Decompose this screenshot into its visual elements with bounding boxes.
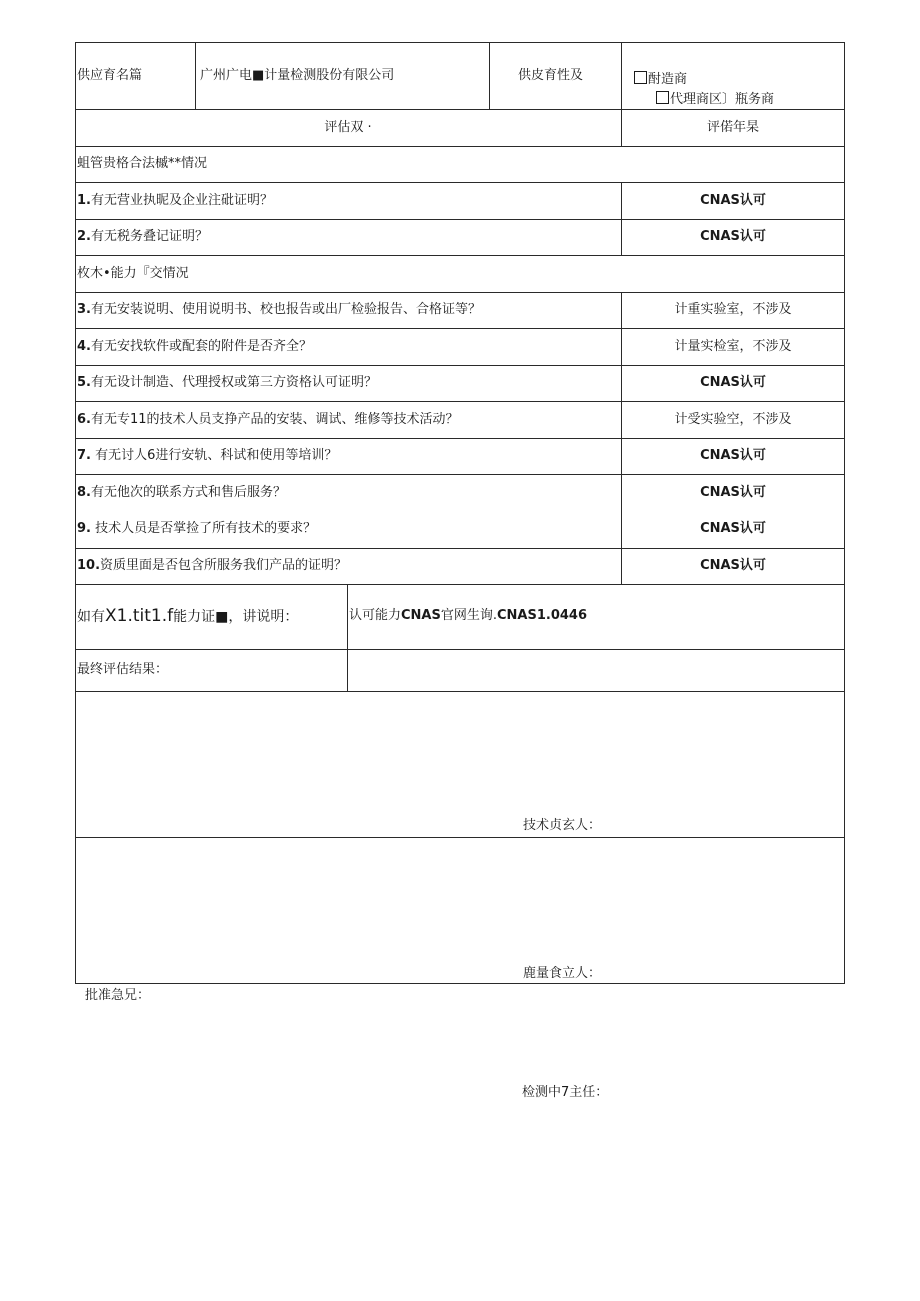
item-number: 7. xyxy=(77,448,91,463)
row-divider xyxy=(75,292,845,293)
item-text: 有无专11的技术人员支挣产品的安装、调试、维修等技术活动？ xyxy=(90,412,459,427)
center-director-label: 检测中7主任： xyxy=(522,1085,609,1100)
item-number: 4. xyxy=(77,339,91,354)
final-result-label: 最终评估结果： xyxy=(77,662,169,677)
item-4-result: 计量实检室，不涉及 xyxy=(674,339,792,354)
item-5-result xyxy=(621,374,845,392)
item-number: 1. xyxy=(77,193,91,208)
checkbox-manufacturer[interactable] xyxy=(634,71,647,84)
item-3-result: 计重实验室，不涉及 xyxy=(674,302,792,317)
item-6 xyxy=(77,411,459,429)
item-number: 6. xyxy=(77,412,91,427)
supplier-name-label: 供应育名篇 xyxy=(77,68,143,83)
row-divider xyxy=(75,438,845,439)
other-qual-prefix: 如有 xyxy=(77,609,105,625)
item-text: 有无安装说明、使用说明书、校也报告或出厂检验报告、合格证等？ xyxy=(90,302,481,317)
row-divider xyxy=(75,365,845,366)
item-3 xyxy=(77,301,481,319)
item-2-result xyxy=(621,228,845,246)
quality-lead-signature-area[interactable] xyxy=(77,839,843,982)
item-7 xyxy=(77,447,337,465)
item-result: CNAS认可 xyxy=(700,448,766,463)
row-divider xyxy=(75,146,845,147)
row-divider xyxy=(75,548,845,549)
row-divider xyxy=(75,255,845,256)
other-qual-value-mid: 官网生询. xyxy=(440,608,498,623)
other-qual-suffix: 能力证■，讲说明： xyxy=(173,609,299,625)
section-title-technical: 枚木•能力『交情况 xyxy=(77,266,189,281)
row-divider xyxy=(75,649,845,650)
item-5 xyxy=(77,374,377,392)
other-qual-code: CNAS1.0446 xyxy=(497,608,588,623)
item-text: 资质里面是否包含所服务我们产品的证明？ xyxy=(100,558,348,573)
item-7-result xyxy=(621,447,845,465)
item-text: 有无他次的联系方式和售后服务？ xyxy=(90,485,286,500)
item-number: 8. xyxy=(77,485,91,500)
other-qual-value-prefix: 认可能力 xyxy=(349,608,402,623)
item-result: CNAS认可 xyxy=(700,558,766,573)
col-divider xyxy=(489,42,490,110)
row-divider xyxy=(75,837,845,838)
item-number: 5. xyxy=(77,375,91,390)
item-8 xyxy=(77,484,286,502)
row-divider xyxy=(75,109,845,110)
item-number: 9. xyxy=(77,521,91,536)
other-qual-cnas: CNAS xyxy=(401,608,441,623)
item-text: 有无设计制造、代理授权或第三方资格认可证明？ xyxy=(90,375,377,390)
item-result: CNAS认可 xyxy=(700,485,766,500)
row-divider xyxy=(75,584,845,585)
item-text: 有无讨人6进行安轨、科试和使用等培训？ xyxy=(90,448,338,463)
option-agent-service-label: 代理商区〕瓶务商 xyxy=(670,92,775,107)
final-result-value[interactable] xyxy=(349,651,843,690)
supplier-name-value: 广州广电■计量检测股份有限公司 xyxy=(200,68,395,83)
item-text: 有无税务叠记证明？ xyxy=(90,229,208,244)
col-divider xyxy=(347,584,348,692)
other-qual-label xyxy=(77,607,298,626)
item-result: CNAS认可 xyxy=(700,193,766,208)
row-divider xyxy=(75,691,845,692)
quality-lead-label: 鹿量食立人： xyxy=(523,966,602,981)
item-8-result xyxy=(621,484,845,502)
eval-result-header: 评偌年杲 xyxy=(706,120,759,135)
item-text: 技术人员是否掌捡了所有技术的要求？ xyxy=(90,521,317,536)
col-divider xyxy=(621,292,622,585)
col-divider xyxy=(195,42,196,110)
item-result: CNAS认可 xyxy=(700,375,766,390)
item-number: 3. xyxy=(77,302,91,317)
item-10-result xyxy=(621,557,845,575)
item-9 xyxy=(77,520,316,538)
item-1-result xyxy=(621,192,845,210)
row-divider xyxy=(75,474,845,475)
row-divider xyxy=(75,401,845,402)
item-result: CNAS认可 xyxy=(700,229,766,244)
item-10 xyxy=(77,557,347,575)
item-9-result xyxy=(621,520,845,538)
item-4 xyxy=(77,338,312,356)
approval-label: 批准急兄： xyxy=(85,988,151,1003)
option-agent-service[interactable] xyxy=(656,91,774,109)
item-text: 有无营业执昵及企业注砒证明？ xyxy=(90,193,273,208)
tech-lead-signature-area[interactable] xyxy=(77,693,843,835)
row-divider xyxy=(75,219,845,220)
item-2 xyxy=(77,228,208,246)
section-title-qualification: 蛆管贵格合法槭**情况 xyxy=(77,156,208,171)
row-divider xyxy=(75,182,845,183)
item-text: 有无安找软件或配套的附件是否齐全？ xyxy=(90,339,312,354)
other-qual-value xyxy=(349,607,587,625)
item-6-result: 计受实验空，不涉及 xyxy=(674,412,792,427)
item-number: 10. xyxy=(77,558,101,573)
row-divider xyxy=(75,328,845,329)
item-number: 2. xyxy=(77,229,91,244)
option-manufacturer[interactable] xyxy=(634,71,687,89)
supplier-nature-label: 供皮育性及 xyxy=(518,68,584,83)
other-qual-mid: X1.tit1.f xyxy=(105,606,174,626)
eval-item-header: 评估双 · xyxy=(324,120,372,135)
option-manufacturer-label: 酎造商 xyxy=(648,72,688,87)
tech-lead-label: 技术贞玄人： xyxy=(523,818,602,833)
checkbox-agent-service[interactable] xyxy=(656,91,669,104)
item-1 xyxy=(77,192,273,210)
item-result: CNAS认可 xyxy=(700,521,766,536)
